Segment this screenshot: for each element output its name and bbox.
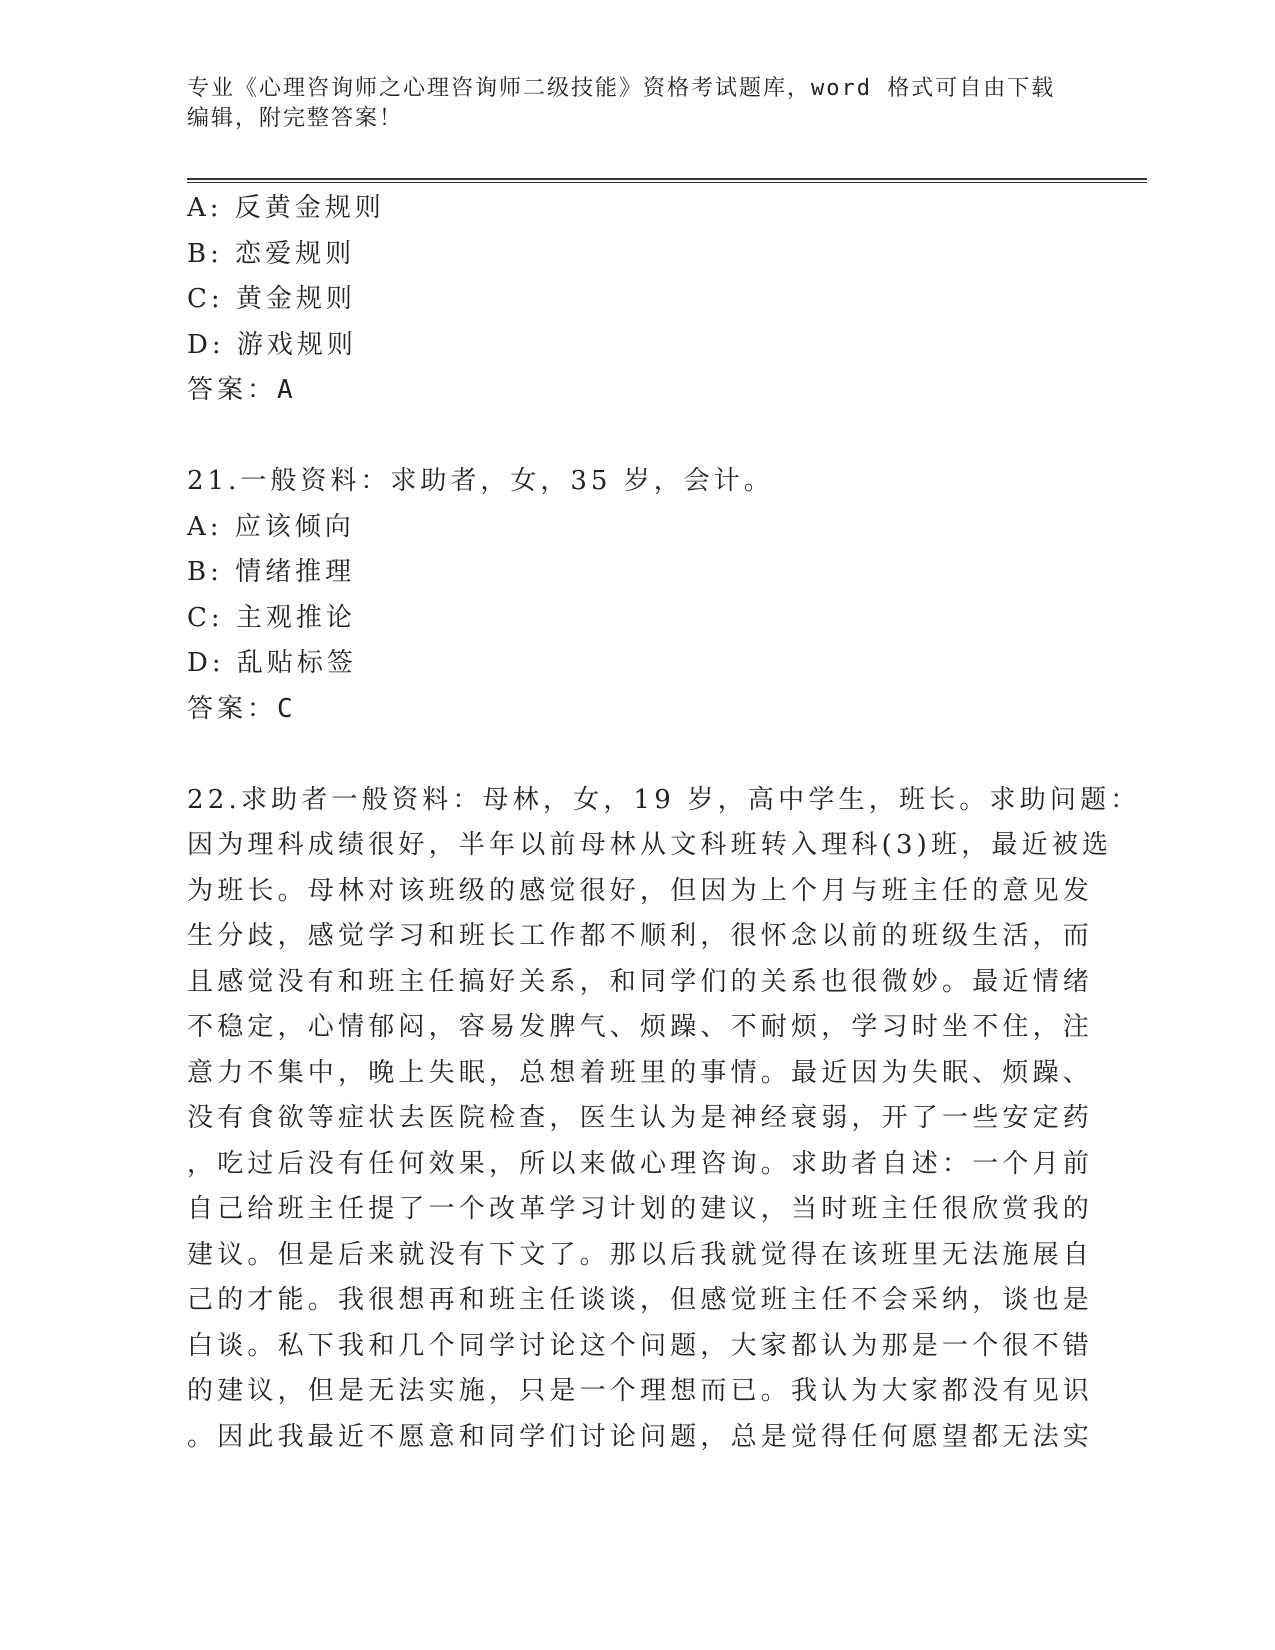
- option-c: C: 黄金规则: [187, 284, 356, 314]
- question-21-block: [187, 459, 1087, 732]
- header-divider-thin: [187, 182, 1147, 183]
- question-20-block: [187, 186, 1087, 414]
- header-divider-thick: [187, 178, 1147, 180]
- header-line-1: 专业《心理咨询师之心理咨询师二级技能》资格考试题库，word 格式可自由下载: [187, 76, 1056, 101]
- spacer: [187, 414, 1087, 460]
- paragraph-line: 因为理科成绩很好，半年以前母林从文科班转入理科(3)班，最近被选: [187, 830, 1113, 860]
- paragraph-line: 22.求助者一般资料：母林，女，19 岁，高中学生，班长。求助问题：: [187, 784, 1141, 815]
- paragraph-line: 自己给班主任提了一个改革学习计划的建议，当时班主任很欣赏我的: [187, 1194, 1094, 1224]
- paragraph-line: 。因此我最近不愿意和同学们讨论问题，总是觉得任何愿望都无法实: [187, 1421, 1094, 1452]
- paragraph-line: 意力不集中，晚上失眠，总想着班里的事情。最近因为失眠、烦躁、: [187, 1057, 1094, 1088]
- paragraph-line: 己的才能。我很想再和班主任谈谈，但感觉班主任不会采纳，谈也是: [187, 1285, 1094, 1315]
- answer-line: 答案：C: [187, 693, 297, 724]
- paragraph-line: 建议。但是后来就没有下文了。那以后我就觉得在该班里无法施展自: [187, 1239, 1094, 1270]
- option-d: D: 乱贴标签: [187, 648, 357, 678]
- document-header: [187, 74, 1067, 134]
- option-a: A: 反黄金规则: [187, 193, 385, 223]
- option-d: D: 游戏规则: [187, 329, 357, 360]
- paragraph-line: 生分歧，感觉学习和班长工作都不顺利，很怀念以前的班级生活，而: [187, 921, 1094, 951]
- paragraph-line: 为班长。母林对该班级的感觉很好，但因为上个月与班主任的意见发: [187, 875, 1094, 906]
- option-c: C: 主观推论: [187, 602, 356, 633]
- paragraph-line: 且感觉没有和班主任搞好关系，和同学们的关系也很微妙。最近情绪: [187, 966, 1094, 997]
- paragraph-line: 的建议，但是无法实施，只是一个理想而已。我认为大家都没有见识: [187, 1376, 1094, 1406]
- paragraph-line: 白谈。私下我和几个同学讨论这个问题，大家都认为那是一个很不错: [187, 1330, 1094, 1361]
- paragraph-line: 不稳定，心情郁闷，容易发脾气、烦躁、不耐烦，学习时坐不住，注: [187, 1012, 1094, 1042]
- document-body: [187, 186, 1141, 1460]
- spacer: [187, 732, 1087, 778]
- question-text: 21.一般资料：求助者，女，35 岁，会计。: [187, 466, 774, 496]
- question-22-block: [187, 778, 1141, 1461]
- paragraph-line: 没有食欲等症状去医院检查，医生认为是神经衰弱，开了一些安定药: [187, 1103, 1094, 1133]
- answer-line: 答案：A: [187, 375, 297, 405]
- option-b: B: 情绪推理: [187, 557, 356, 587]
- option-b: B: 恋爱规则: [187, 238, 356, 269]
- option-a: A: 应该倾向: [187, 511, 355, 542]
- header-line-2: 编辑，附完整答案！: [187, 106, 404, 131]
- paragraph-line: ，吃过后没有任何效果，所以来做心理咨询。求助者自述：一个月前: [187, 1148, 1094, 1179]
